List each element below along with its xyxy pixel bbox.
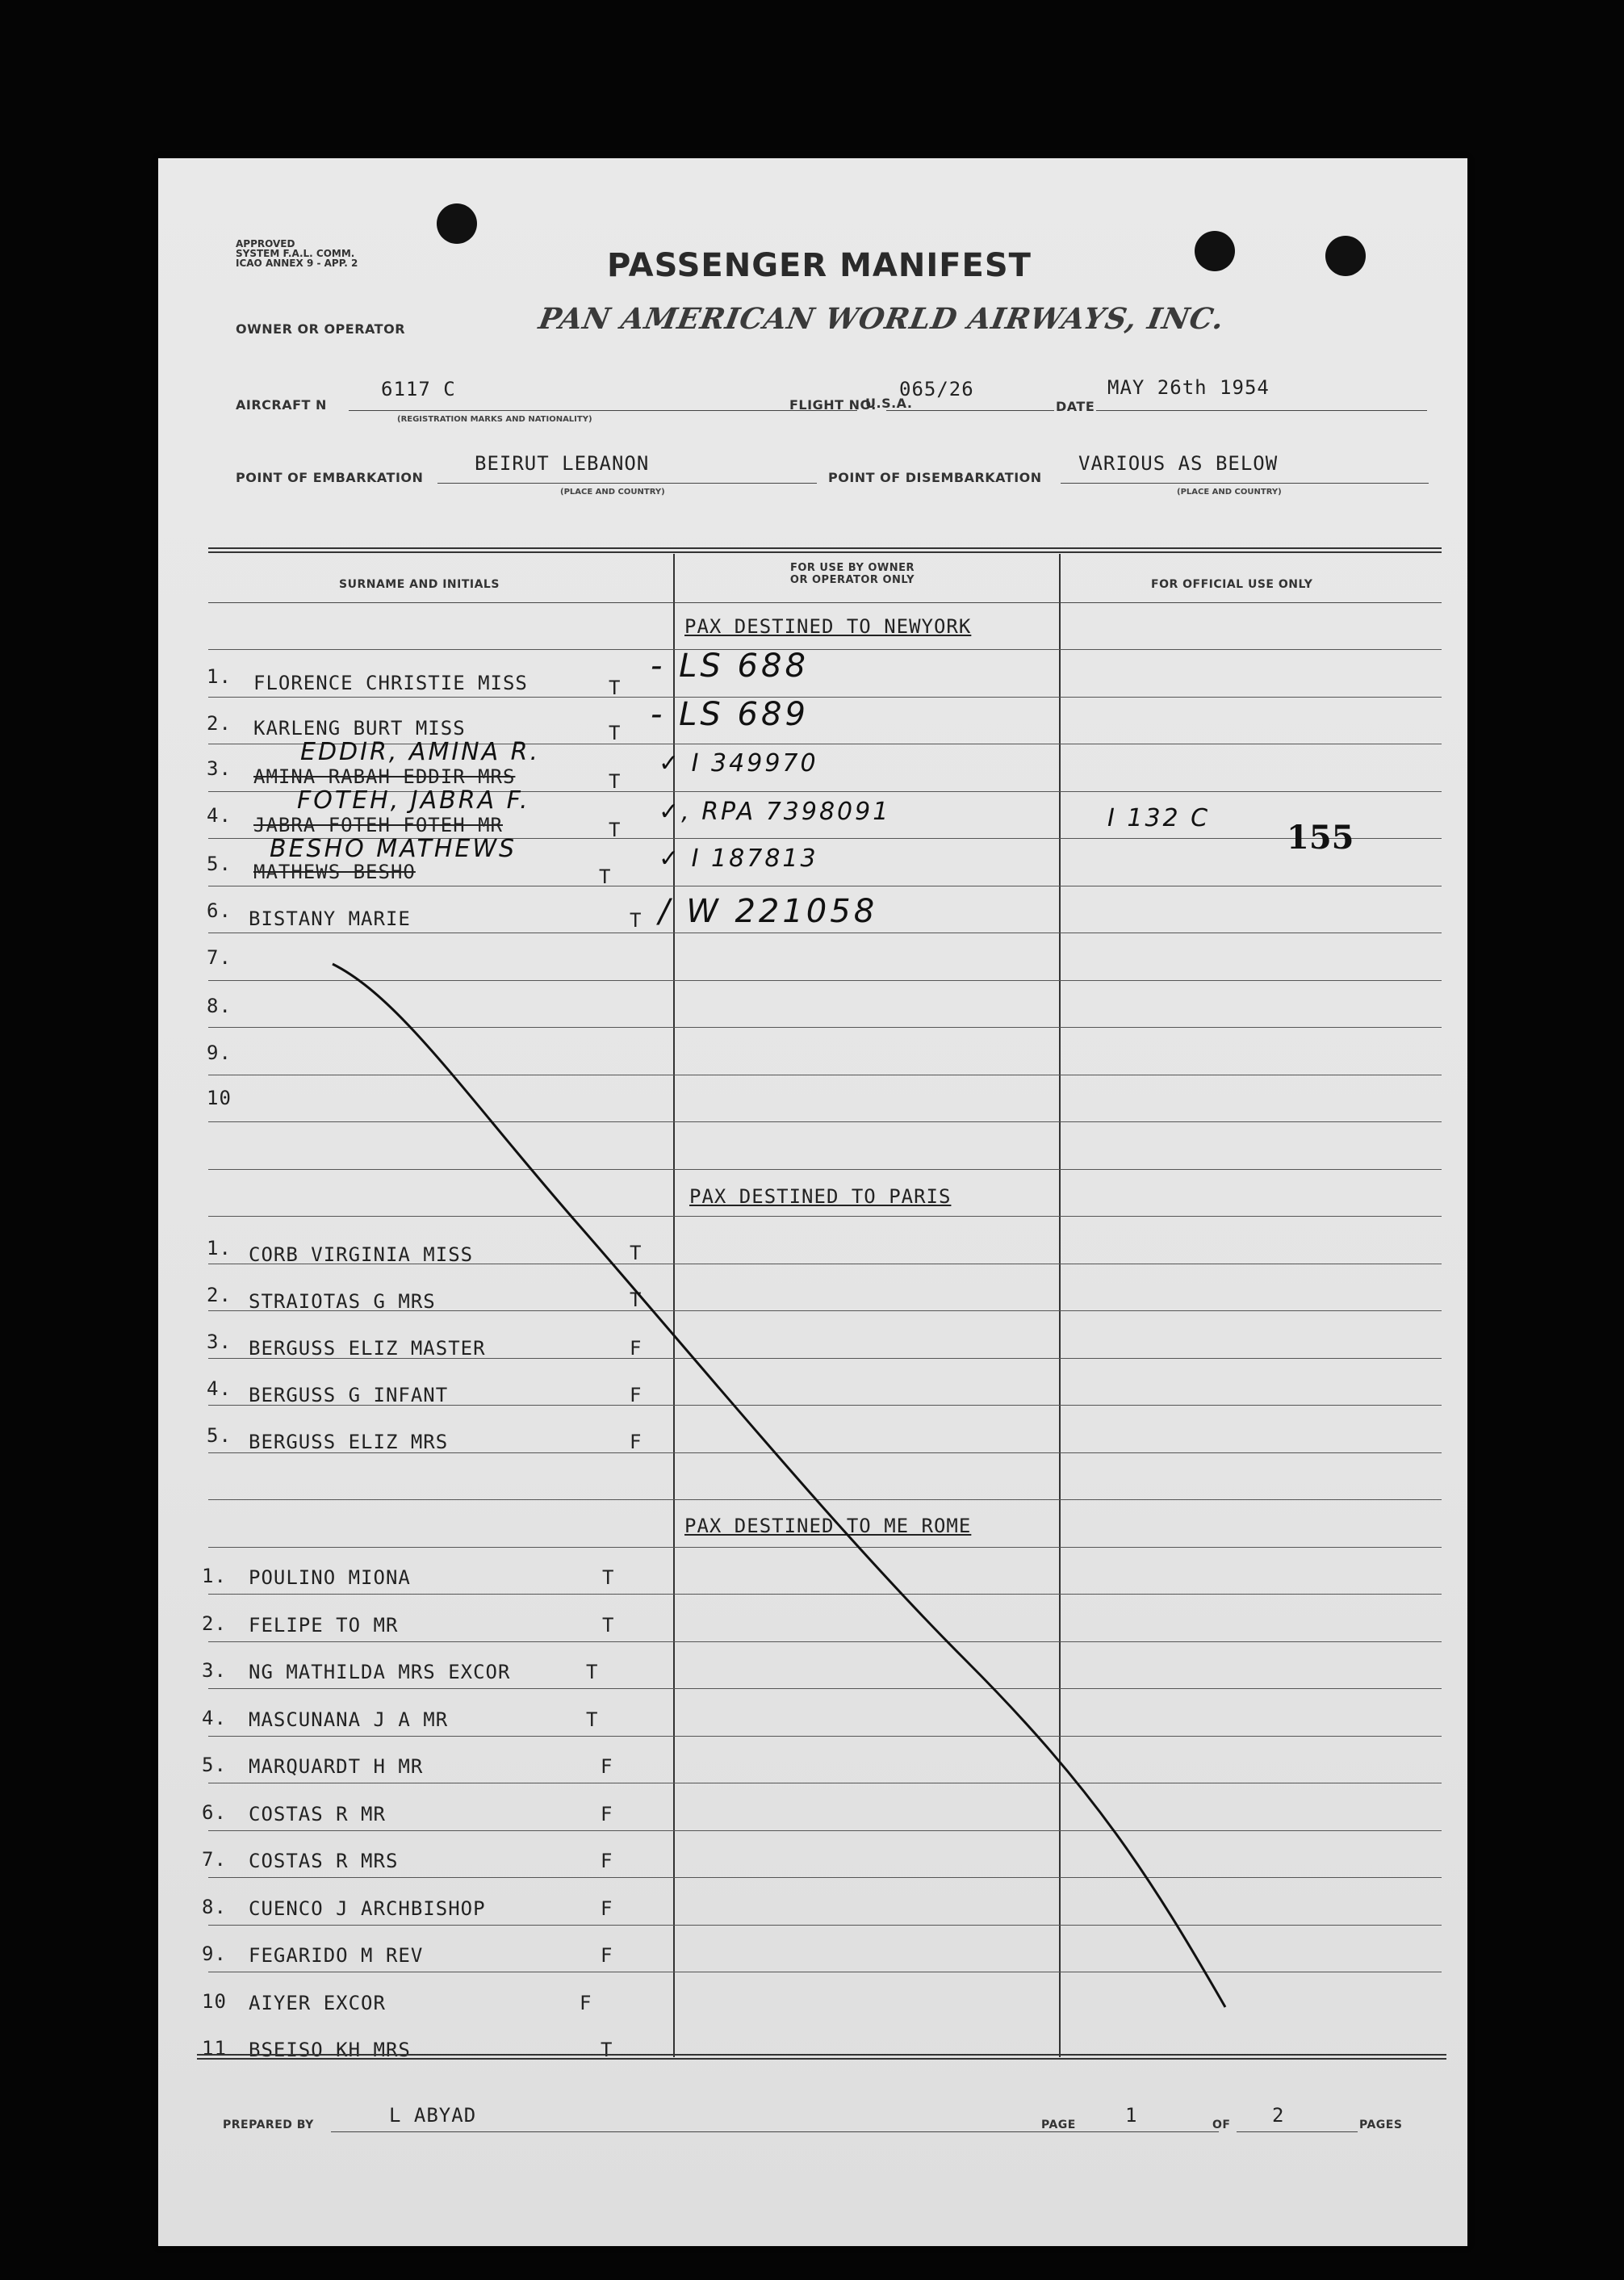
table-bottom-rule <box>197 2054 1446 2060</box>
handwritten-document-number: ✓, RPA 7398091 <box>659 798 891 826</box>
row-number: 4. <box>207 1377 232 1400</box>
passenger-name: AMINA RABAH EDDIR MRS <box>253 765 516 788</box>
passenger-code: T <box>609 677 622 699</box>
aircraft-value: 6117 C <box>381 378 456 400</box>
disembarkation-underline <box>1061 483 1429 484</box>
handwritten-correction: BESHO MATHEWS <box>270 835 517 863</box>
passenger-code: F <box>630 1431 642 1453</box>
row-number: 4. <box>202 1707 227 1729</box>
row-rule <box>208 1594 1442 1595</box>
punch-hole <box>1195 231 1235 271</box>
row-number: 7. <box>207 946 232 969</box>
approval-stamp: APPROVED SYSTEM F.A.L. COMM. ICAO ANNEX 9 - APP. 2 <box>236 238 358 269</box>
column-divider-2 <box>1059 554 1061 2057</box>
row-number: 7. <box>202 1848 227 1871</box>
handwritten-correction: FOTEH, JABRA F. <box>297 786 530 815</box>
row-number: 2. <box>207 1284 232 1306</box>
handwritten-document-number: ✓ I 187813 <box>659 845 818 873</box>
passenger-code: F <box>580 1992 592 2014</box>
flight-value-underline <box>886 410 1054 411</box>
handwritten-document-number: ✓ I 349970 <box>659 749 818 777</box>
handwritten-correction: EDDIR, AMINA R. <box>300 738 541 766</box>
aircraft-label: AIRCRAFT N <box>236 397 327 413</box>
disembarkation-caption: (PLACE AND COUNTRY) <box>1177 488 1282 497</box>
passenger-name: STRAIOTAS G MRS <box>249 1290 436 1313</box>
of-label: OF <box>1212 2119 1231 2131</box>
row-number: 3. <box>207 757 232 780</box>
page-title: PASSENGER MANIFEST <box>607 247 1032 284</box>
official-annotation: I 132 C <box>1107 804 1211 832</box>
passenger-name: KARLENG BURT MISS <box>253 717 466 740</box>
row-number: 10 <box>202 1990 227 2013</box>
passenger-code: T <box>630 1289 642 1311</box>
passenger-name: CUENCO J ARCHBISHOP <box>249 1897 486 1920</box>
owner-use-column-header: FOR USE BY OWNER OR OPERATOR ONLY <box>789 562 915 586</box>
owner-label: OWNER OR OPERATOR <box>236 321 406 337</box>
passenger-name: FLORENCE CHRISTIE MISS <box>253 672 528 694</box>
operator-name: PAN AMERICAN WORLD AIRWAYS, INC. <box>536 302 1228 336</box>
section-heading-newyork: PAX DESTINED TO NEWYORK <box>684 615 972 638</box>
prepared-by-underline <box>331 2131 1219 2132</box>
passenger-code: T <box>601 2039 613 2061</box>
row-rule <box>208 1641 1442 1642</box>
usa-label: U.S.A. <box>865 396 913 411</box>
row-number: 4. <box>207 804 232 827</box>
prepared-by-value: L ABYAD <box>389 2104 477 2127</box>
row-rule <box>208 1688 1442 1689</box>
passenger-name: FELIPE TO MR <box>249 1614 399 1637</box>
passenger-name: BSEISO KH MRS <box>249 2039 411 2061</box>
header-bottom-rule <box>208 602 1442 603</box>
passenger-code: F <box>601 1944 613 1967</box>
passenger-name: BERGUSS ELIZ MASTER <box>249 1337 486 1360</box>
row-number: 8. <box>207 995 232 1017</box>
row-number: 11 <box>202 2037 227 2060</box>
row-number: 1. <box>202 1565 227 1587</box>
row-number: 3. <box>202 1659 227 1682</box>
row-number: 2. <box>202 1612 227 1635</box>
row-rule <box>208 1216 1442 1217</box>
passenger-code: T <box>586 1708 599 1731</box>
row-number: 6. <box>207 899 232 922</box>
page-label: PAGE <box>1041 2119 1076 2131</box>
passenger-name: JABRA FOTEH FOTEH MR <box>253 814 503 836</box>
registration-caption: (REGISTRATION MARKS AND NATIONALITY) <box>397 415 592 424</box>
date-value: MAY 26th 1954 <box>1107 376 1270 399</box>
of-underline <box>1237 2131 1358 2132</box>
row-rule <box>208 1736 1442 1737</box>
row-number: 5. <box>207 853 232 875</box>
passenger-name: CORB VIRGINIA MISS <box>249 1243 474 1266</box>
passenger-code: T <box>609 819 622 841</box>
disembarkation-label: POINT OF DISEMBARKATION <box>828 470 1042 485</box>
passenger-code: T <box>609 722 622 744</box>
passenger-code: T <box>602 1614 615 1637</box>
embarkation-caption: (PLACE AND COUNTRY) <box>560 488 665 497</box>
surname-column-header: SURNAME AND INITIALS <box>339 578 500 591</box>
section-heading-rome: PAX DESTINED TO ME ROME <box>684 1515 972 1537</box>
passenger-name: AIYER EXCOR <box>249 1992 386 2014</box>
embarkation-value: BEIRUT LEBANON <box>475 452 650 475</box>
passenger-code: T <box>609 770 622 793</box>
handwritten-document-number: / W 221058 <box>659 893 878 930</box>
row-number: 5. <box>202 1754 227 1776</box>
punch-hole <box>437 203 477 244</box>
passenger-code: T <box>599 865 612 888</box>
row-number: 9. <box>207 1042 232 1064</box>
flight-value: 065/26 <box>899 378 974 400</box>
flight-label: FLIGHT NO. <box>789 397 877 413</box>
passenger-code: T <box>630 1242 642 1264</box>
manifest-sheet <box>158 158 1467 2246</box>
column-divider-1 <box>673 554 675 2057</box>
row-rule <box>208 1547 1442 1548</box>
handwritten-document-number: - LS 689 <box>651 696 809 733</box>
passenger-code: F <box>630 1384 642 1406</box>
passenger-code: F <box>601 1897 613 1920</box>
date-label: DATE <box>1056 399 1095 414</box>
row-number: 3. <box>207 1331 232 1353</box>
pages-label: PAGES <box>1359 2119 1403 2131</box>
row-number: 8. <box>202 1896 227 1918</box>
passenger-name: COSTAS R MR <box>249 1803 386 1825</box>
section-heading-paris: PAX DESTINED TO PARIS <box>689 1185 952 1208</box>
row-rule <box>208 1830 1442 1831</box>
passenger-name: POULINO MIONA <box>249 1566 411 1589</box>
passenger-name: MASCUNANA J A MR <box>249 1708 449 1731</box>
passenger-code: F <box>601 1755 613 1778</box>
page-number: 1 <box>1125 2104 1138 2127</box>
row-rule <box>208 697 1442 698</box>
passenger-name: MARQUARDT H MR <box>249 1755 424 1778</box>
passenger-name: FEGARIDO M REV <box>249 1944 424 1967</box>
passenger-code: F <box>601 1803 613 1825</box>
passenger-name: BERGUSS ELIZ MRS <box>249 1431 449 1453</box>
row-rule <box>208 1877 1442 1878</box>
row-rule <box>208 980 1442 981</box>
row-number: 2. <box>207 712 232 735</box>
row-number: 1. <box>207 665 232 688</box>
row-rule <box>208 1121 1442 1122</box>
passenger-code: T <box>630 909 642 932</box>
row-number: 10 <box>207 1087 232 1109</box>
passenger-code: T <box>586 1661 599 1683</box>
prepared-by-label: PREPARED BY <box>223 2119 314 2131</box>
passenger-code: F <box>630 1337 642 1360</box>
row-rule <box>208 1169 1442 1170</box>
row-number: 5. <box>207 1424 232 1447</box>
passenger-name: NG MATHILDA MRS EXCOR <box>249 1661 511 1683</box>
passenger-name: BISTANY MARIE <box>249 907 411 930</box>
row-rule <box>208 1027 1442 1028</box>
date-underline <box>1096 410 1427 411</box>
row-number: 6. <box>202 1801 227 1824</box>
stamped-number: 155 <box>1287 819 1354 857</box>
passenger-name: COSTAS R MRS <box>249 1850 399 1872</box>
total-pages: 2 <box>1272 2104 1285 2127</box>
row-rule <box>208 649 1442 650</box>
row-number: 9. <box>202 1943 227 1965</box>
embarkation-label: POINT OF EMBARKATION <box>236 470 424 485</box>
punch-hole <box>1325 236 1366 276</box>
embarkation-underline <box>437 483 817 484</box>
row-number: 1. <box>207 1237 232 1259</box>
row-rule <box>208 1499 1442 1500</box>
passenger-code: T <box>602 1566 615 1589</box>
handwritten-document-number: - LS 688 <box>651 648 809 685</box>
passenger-code: F <box>601 1850 613 1872</box>
aircraft-underline <box>349 410 857 411</box>
table-top-rule <box>208 547 1442 553</box>
row-rule <box>208 1925 1442 1926</box>
passenger-name: MATHEWS BESHO <box>253 861 416 883</box>
passenger-name: BERGUSS G INFANT <box>249 1384 449 1406</box>
disembarkation-value: VARIOUS AS BELOW <box>1078 452 1279 475</box>
official-use-column-header: FOR OFFICIAL USE ONLY <box>1151 578 1313 591</box>
